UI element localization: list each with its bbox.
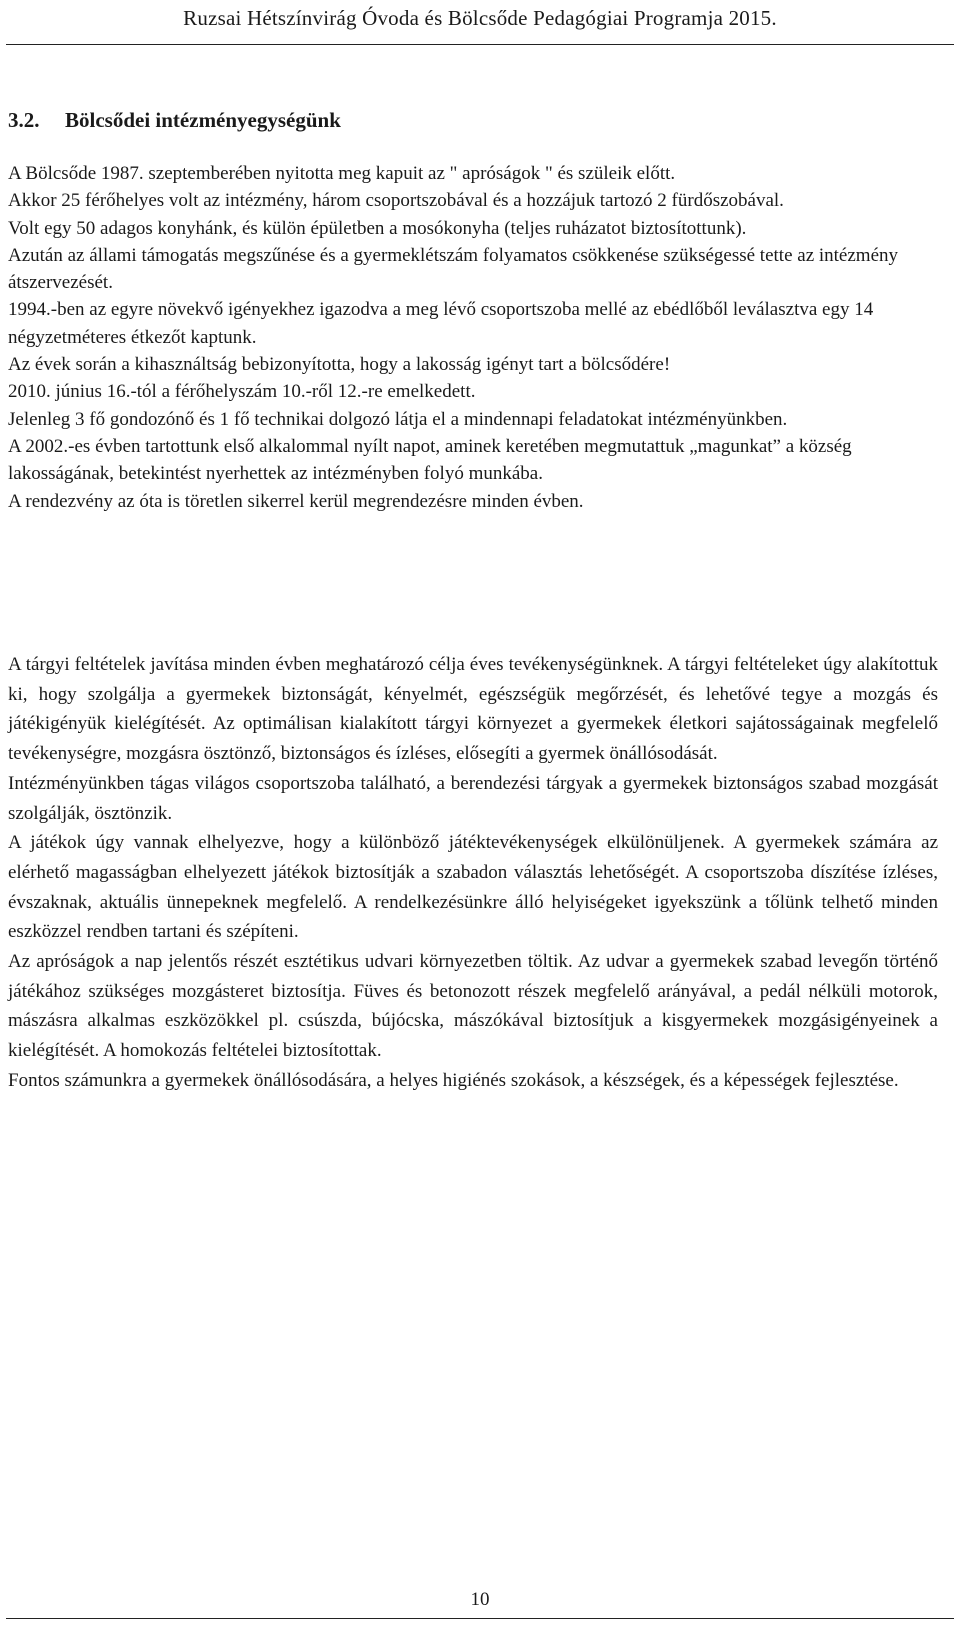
- paragraph: A 2002.-es évben tartottunk első alkalommal nyílt napot, aminek keretében megmutattuk „magunkat” a község lakosságának, betekintést nyerhettek az intézményben folyó munkába.: [8, 435, 852, 485]
- paragraph: Volt egy 50 adagos konyhánk, és külön épületben a mosókonyha (teljes ruházatot biztosítottunk).: [8, 217, 747, 239]
- paragraph: Az évek során a kihasználtság bebizonyította, hogy a lakosság igényt tart a bölcsődére!: [8, 354, 671, 376]
- conditions-paragraphs: [8, 650, 938, 1096]
- running-header: Ruzsai Hétszínvirág Óvoda és Bölcsőde Pedagógiai Programja 2015.: [183, 6, 777, 30]
- paragraph: A rendezvény az óta is töretlen sikerrel kerül megrendezésre minden évben.: [8, 490, 584, 512]
- intro-paragraphs: [8, 160, 938, 515]
- section-heading: [8, 108, 341, 133]
- paragraph: 1994.-ben az egyre növekvő igényekhez igazodva a meg lévő csoportszoba mellé az ebédlőből leválasztva egy 14 négyzetméteres étkezőt kaptunk.: [8, 299, 874, 348]
- paragraph: A játékok úgy vannak elhelyezve, hogy a különböző játéktevékenységek elkülönüljenek. A gyermekek számára az elérhető magasságban elhelyezett játékok biztosítják a szabadon választás lehetőségét. A csoportszoba díszítése ízléses, évszaknak, aktuális ünnepeknek megfelelő. A rendelkezésünkre álló helyiségeket igyekszünk a tőlünk telhető minden eszközzel rendben tartani és szépíteni.: [8, 832, 938, 943]
- header-divider: [6, 44, 954, 45]
- paragraph: A tárgyi feltételek javítása minden évben meghatározó célja éves tevékenységünknek. A tárgyi feltételeket úgy alakítottuk ki, hogy szolgálja a gyermekek biztonságát, kényelmét, egészségük megőrzését, és lehetővé tegye a mozgás és játékigényük kielégítését. Az optimálisan kialakított tárgyi környezet a gyermekek életkori sajátosságainak megfelelő tevékenységre, mozgásra ösztönző, biztonságos és ízléses, elősegíti a gyermek önállósodását.: [8, 654, 938, 765]
- paragraph: Az apróságok a nap jelentős részét esztétikus udvari környezetben töltik. Az udvar a gyermekek szabad levegőn történő játékához szükséges mozgásteret biztosítja. Füves és betonozott részek megfelelő arányával, a pedál nélküli motorok, mászásra alkalmas eszközökkel pl. csúszda, bújócska, mászókával biztosítjuk a kisgyermekek mozgásigényeinek a kielégítését. A homokozás feltételei biztosítottak.: [8, 951, 938, 1062]
- section-number: 3.2.: [8, 108, 40, 132]
- page-number: 10: [470, 1589, 490, 1610]
- footer-divider: [6, 1618, 954, 1619]
- section-title: Bölcsődei intézményegységünk: [65, 108, 341, 132]
- paragraph: Akkor 25 férőhelyes volt az intézmény, három csoportszobával és a hozzájuk tartozó 2 fürdőszobával.: [8, 190, 784, 212]
- paragraph: Jelenleg 3 fő gondozónő és 1 fő technikai dolgozó látja el a mindennapi feladatokat intézményünkben.: [8, 408, 788, 430]
- paragraph: Fontos számunkra a gyermekek önállósodására, a helyes higiénés szokások, a készségek, és a képességek fejlesztése.: [8, 1069, 899, 1091]
- paragraph: Azután az állami támogatás megszűnése és a gyermeklétszám folyamatos csökkenése szükségessé tette az intézmény átszervezését.: [8, 244, 899, 294]
- paragraph: 2010. június 16.-tól a férőhelyszám 10.-ről 12.-re emelkedett.: [8, 381, 476, 403]
- paragraph: A Bölcsőde 1987. szeptemberében nyitotta meg kapuit az " apróságok " és szüleik előtt.: [8, 163, 676, 184]
- paragraph: Intézményünkben tágas világos csoportszoba található, a berendezési tárgyak a gyermekek biztonságos szabad mozgását szolgálják, ösztönzik.: [8, 772, 938, 824]
